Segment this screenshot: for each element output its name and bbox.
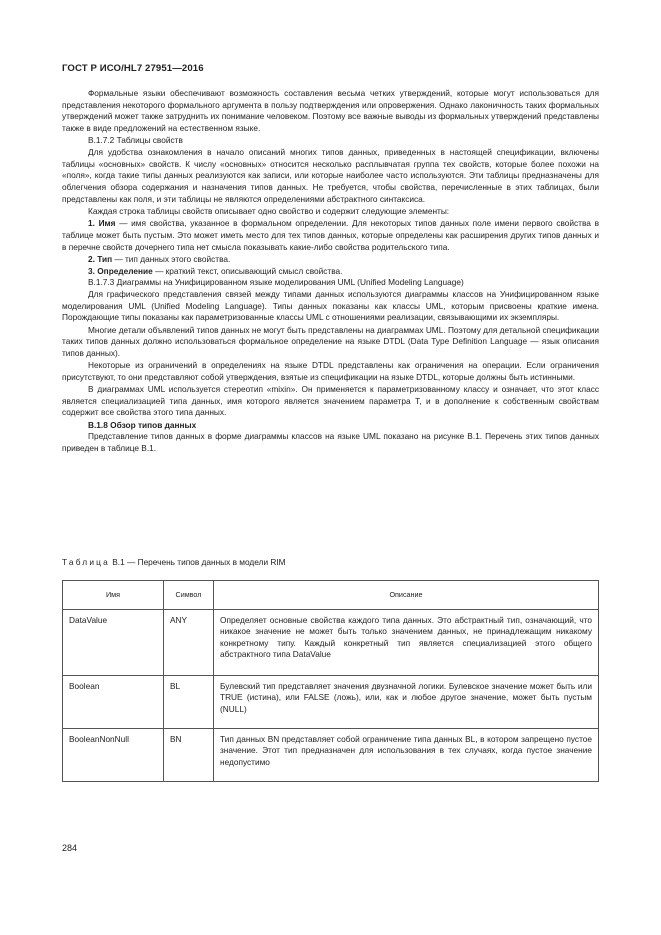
paragraph: В диаграммах UML используется стереотип «mixin». Он применяется к параметризованному классу и означает, что этот класс является специализацией типа данных, имя которого является значением параметра Т, и в дополнение к собственным свойствам содержит все свойства этого типа данных. <box>62 384 599 418</box>
table-caption-prefix: Таблица <box>62 557 110 567</box>
paragraph: Некоторые из ограничений в определениях на языке DTDL представлены как ограничения на операции. Если ограничения присутствуют, то они представляют собой утверждения, взятые из спецификации на языке DTDL, которые должны быть истинными. <box>62 360 599 382</box>
paragraph: Формальные языки обеспечивают возможность составления весьма четких утверждений, которые могут использоваться для представления некоторого формального аргумента в пользу подтверждения или опровержения. Однако лаконичность таких формальных утверждений может также затруднить их понимание человеком. Поэтому все важные выводы из формальных утверждений представлены также в виде предложений на естественном языке. <box>62 88 599 134</box>
column-header-description: Описание <box>214 581 599 610</box>
type-symbol-cell: ANY <box>164 610 214 676</box>
type-name-cell: BooleanNonNull <box>63 729 164 782</box>
type-description-cell: Тип данных BN представляет собой ограничение типа данных BL, в котором запрещено пустое значение. Этот тип предназначен для использования в тех случаях, когда пустое значение недопустимо <box>214 729 599 782</box>
type-description-cell: Булевский тип представляет значения двузначной логики. Булевское значение может быть или TRUE (истина), или FALSE (ложь), или, как и любое другое значение, может быть пустым (NULL) <box>214 676 599 729</box>
section-heading: В.1.7.3 Диаграммы на Унифицированном языке моделирования UML (Unified Modeling Language) <box>88 277 464 288</box>
column-header-symbol: Символ <box>164 581 214 610</box>
type-name-cell: DataValue <box>63 610 164 676</box>
type-symbol-cell: BN <box>164 729 214 782</box>
page-number: 284 <box>62 843 78 853</box>
list-item-text: — тип данных этого свойства. <box>112 253 231 264</box>
document-header: ГОСТ Р ИСО/HL7 27951—2016 <box>62 63 204 74</box>
list-item-text: — краткий текст, описывающий смысл свойства. <box>152 265 343 276</box>
list-item <box>62 218 599 253</box>
list-item-text: — имя свойства, указанное в формальном определении. Для некоторых типов данных поле имени первого свойства в таблице может быть пустым. Это может иметь место для тех типов данных, которые определены как расширения других типов данных и в перечне свойств дочернего типа нет смысла показывать какие-либо свойства родительского типа. <box>62 218 599 252</box>
type-name-cell: Boolean <box>63 676 164 729</box>
data-types-table <box>62 580 599 782</box>
type-description-cell: Определяет основные свойства каждого типа данных. Это абстрактный тип, означающий, что никакое значение не может быть только значением данных, не принадлежащим никакому конкретному типу. Каждый конкретный тип является специализацией этого общего абстрактного типа DataValue <box>214 610 599 676</box>
table-row <box>63 729 599 782</box>
paragraph: Каждая строка таблицы свойств описывает одно свойство и содержит следующие элементы: <box>88 206 450 217</box>
body-text <box>62 88 599 455</box>
section-heading: В.1.7.2 Таблицы свойств <box>88 135 183 146</box>
table-caption-text: В.1 — Перечень типов данных в модели RIM <box>109 557 286 567</box>
section-heading-text: В.1.8 Обзор типов данных <box>88 419 197 430</box>
paragraph: Для удобства ознакомления в начало описаний многих типов данных, приведенных в настоящей спецификации, включены таблицы «основных» свойств. К числу «основных» относится несколько расплывчатая группа тех свойств, которые более похожи на «поля», когда такие типы данных реализуются как записи, или которые наиболее часто используются. Эти таблицы предназначены для облегчения обзора содержания и назначения типов данных. Не требуется, чтобы свойства, перечисленные в этих таблицах, были представлены как поля, и эти таблицы не являются определениями абстрактного синтаксиса. <box>62 147 599 204</box>
list-item-label: 3. Определение <box>88 265 153 276</box>
table-header-row <box>63 581 599 610</box>
table-row <box>63 610 599 676</box>
column-header-name: Имя <box>63 581 164 610</box>
paragraph: Представление типов данных в форме диаграммы классов на языке UML показано на рисунке В.1. Перечень этих типов данных приведен в таблице В.1. <box>62 431 599 454</box>
paragraph: Для графического представления связей между типами данных используются диаграммы классов на Унифицированном языке моделирования UML (Unified Modeling Language). Типы данных показаны как классы UML, которым присвоены краткие имена. Порождающие типы показаны как параметризованные классы UML с отношениями реализации, связывающими их экземпляры. <box>62 288 599 323</box>
table-row <box>63 676 599 729</box>
list-item-label: 2. Тип <box>88 253 113 264</box>
list-item <box>62 254 599 266</box>
paragraph: Многие детали объявлений типов данных не могут быть представлены на диаграммах UML. Поэтому для детальной спецификации таких типов данных должно использоваться формальное определение на языке DTDL (Data Type Definition Language — язык описания типов данных). <box>62 324 599 358</box>
type-symbol-cell: BL <box>164 676 214 729</box>
table-caption <box>62 557 286 567</box>
list-item <box>62 266 599 278</box>
section-heading <box>62 420 599 432</box>
list-item-label: 1. Имя <box>88 218 116 229</box>
